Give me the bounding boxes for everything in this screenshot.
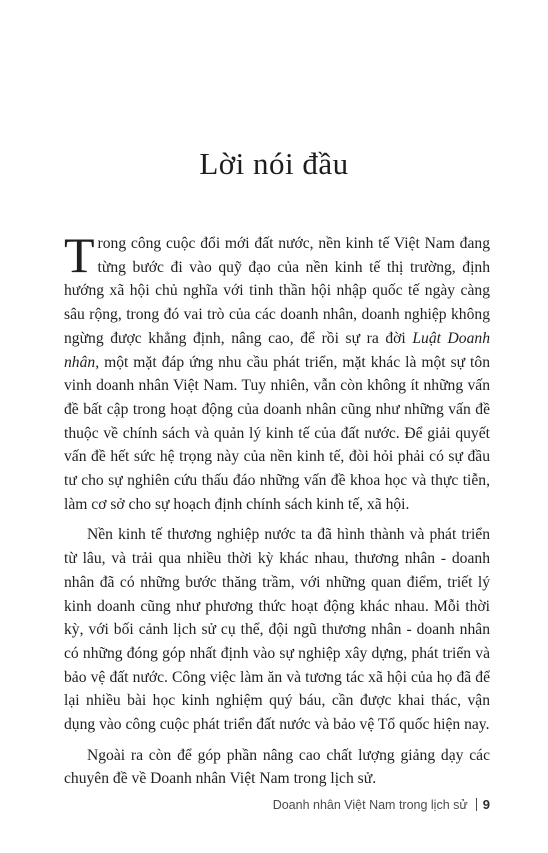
paragraph-1	[64, 227, 490, 516]
page-number: 9	[482, 797, 490, 812]
drop-cap: T	[64, 227, 95, 283]
body-text	[64, 227, 490, 791]
paragraph-1-text-a: rong công cuộc đổi mới đất nước, nền kinh tế Việt Nam đang từng bước đi vào quỹ đạo của nền kinh tế thị trường, định hướng xã hội chủ nghĩa với tinh thần hội nhập quốc tế ngày càng sâu rộng, trong đó vai trò của các doanh nhân, doanh nghiệp không ngừng được khẳng định, nâng cao, để rồi sự ra đời	[64, 235, 490, 347]
page-footer	[273, 797, 490, 812]
paragraph-1-text-b: một mặt đáp ứng nhu cầu phát triển, mặt khác là một sự tôn vinh doanh nhân Việt Nam. Tuy nhiên, vẫn còn không ít những vấn đề bất cập trong hoạt động của doanh nhân cũng như những vấn đề thuộc về chính sách và quản lý kinh tế của đất nước. Để giải quyết vấn đề hết sức hệ trọng này của nền kinh tế, đòi hỏi phải có sự đầu tư cho sự nghiên cứu thấu đáo những vấn đề khoa học và thực tiễn, làm cơ sở cho sự hoạch định chính sách kinh tế, xã hội.	[64, 353, 490, 513]
paragraph-2: Nền kinh tế thương nghiệp nước ta đã hình thành và phát triển từ lâu, và trải qua nhiều thời kỳ khác nhau, thương nhân - doanh nhân đã có những bước thăng trầm, với những quan điểm, triết lý kinh doanh cũng như phương thức hoạt động khác nhau. Mỗi thời kỳ, với bối cảnh lịch sử cụ thể, đội ngũ thương nhân - doanh nhân có những đóng góp nhất định vào sự nghiệp xây dựng, phát triển và bảo vệ đất nước. Công việc làm ăn và tương tác xã hội của họ đã để lại nhiều bài học kinh nghiệm quý báu, cần được khai thác, vận dụng vào công cuộc phát triển đất nước và bảo vệ Tổ quốc hiện nay.	[64, 526, 490, 734]
running-title: Doanh nhân Việt Nam trong lịch sử	[272, 797, 468, 812]
law-title-italic: Luật Doanh nhân,	[64, 329, 490, 371]
footer-divider	[476, 798, 477, 811]
page-title: Lời nói đầu	[199, 146, 349, 181]
paragraph-3: Ngoài ra còn để góp phần nâng cao chất lượng giảng dạy các chuyên đề về Doanh nhân Việt Nam trong lịch sử.	[64, 746, 490, 788]
